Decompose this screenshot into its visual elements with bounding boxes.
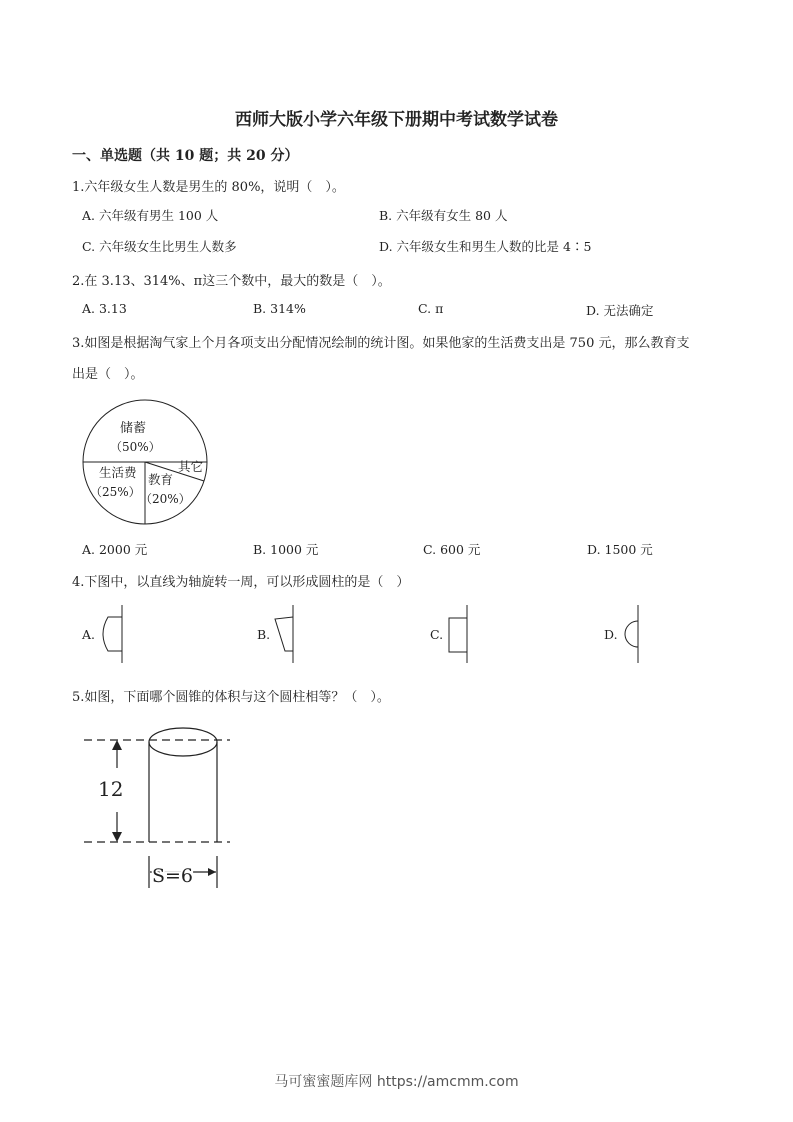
pie-label-savings-pct: （50%） (110, 440, 161, 454)
question-2-option-b[interactable]: B. 314% (253, 301, 306, 316)
question-1-option-c[interactable]: C. 六年级女生比男生人数多 (82, 239, 237, 254)
question-1-option-b[interactable]: B. 六年级有女生 80 人 (379, 208, 508, 223)
question-2-option-d[interactable]: D. 无法确定 (586, 303, 654, 318)
expense-pie-figure (80, 406, 220, 528)
shape-c-figure (445, 605, 471, 663)
height-arrow-down (112, 832, 122, 842)
shape-a-figure (96, 605, 126, 663)
pie-label-savings: 储蓄 (120, 421, 147, 436)
height-arrow-up (112, 740, 122, 750)
question-3-option-c[interactable]: C. 600 元 (423, 542, 481, 557)
question-1-stem: 1.六年级女生人数是男生的 80%，说明（ ）。 (72, 180, 345, 195)
base-arrow-right (208, 868, 216, 876)
question-3-stem-line-1: 3.如图是根据淘气家上个月各项支出分配情况绘制的统计图。如果他家的生活费支出是 750 元，那么教育支 (72, 336, 690, 351)
shape-b-figure (271, 605, 299, 663)
base-label: S=6 (152, 865, 194, 887)
question-2-stem: 2.在 3.13、314%、π这三个数中，最大的数是（ ）。 (72, 274, 391, 289)
pie-label-other: 其它 (178, 459, 204, 474)
question-2-option-a[interactable]: A. 3.13 (82, 301, 127, 316)
pie-label-education: 教育 (148, 472, 174, 487)
shape-d-figure (618, 605, 644, 663)
section-heading: 一、单选题（共 10 题；共 20 分） (72, 148, 299, 164)
pie-label-education-pct: （20%） (140, 492, 191, 506)
question-3-option-d[interactable]: D. 1500 元 (587, 542, 653, 557)
cylinder-top-ellipse (149, 728, 217, 756)
footer-watermark: 马可蜜蜜题库网 https://amcmm.com (274, 1074, 519, 1090)
question-4-option-c[interactable]: C. (430, 627, 444, 642)
question-4-option-b[interactable]: B. (257, 627, 271, 642)
question-3-stem-line-2: 出是（ ）。 (72, 367, 144, 382)
pie-label-living: 生活费 (99, 465, 137, 480)
question-3-option-a[interactable]: A. 2000 元 (82, 542, 148, 557)
question-4-option-a[interactable]: A. (82, 627, 96, 642)
question-4-stem: 4.下图中，以直线为轴旋转一周，可以形成圆柱的是（ ） (72, 575, 410, 590)
page-title: 西师大版小学六年级下册期中考试数学试卷 (235, 110, 558, 130)
cylinder-figure (80, 722, 240, 890)
question-3-option-b[interactable]: B. 1000 元 (253, 542, 319, 557)
question-4-option-d[interactable]: D. (604, 627, 618, 642)
question-1-option-d[interactable]: D. 六年级女生和男生人数的比是 4∶5 (379, 239, 592, 254)
question-2-option-c[interactable]: C. π (418, 301, 444, 316)
pie-label-living-pct: （25%） (90, 485, 141, 499)
height-label: 12 (98, 777, 124, 801)
question-1-option-a[interactable]: A. 六年级有男生 100 人 (82, 208, 219, 223)
question-5-stem: 5.如图，下面哪个圆锥的体积与这个圆柱相等？（ ）。 (72, 690, 390, 705)
